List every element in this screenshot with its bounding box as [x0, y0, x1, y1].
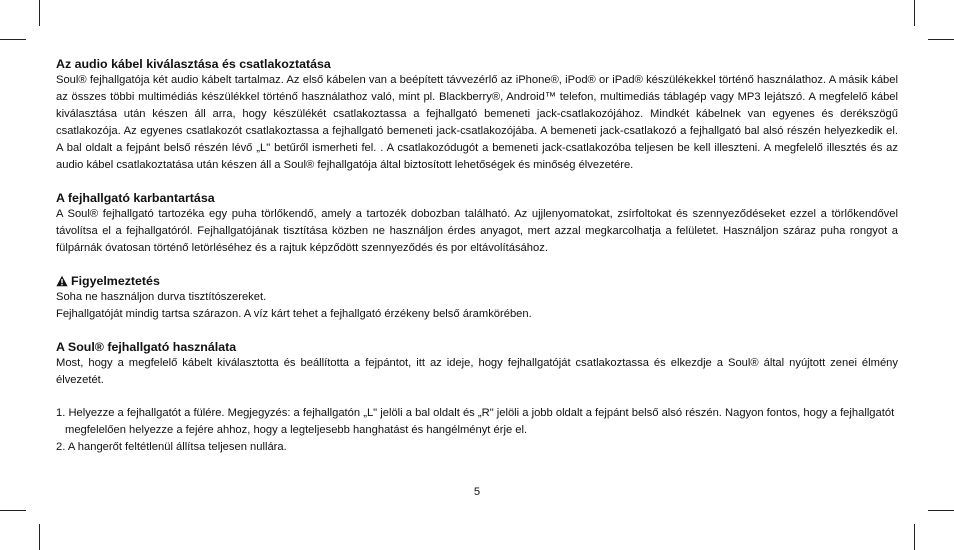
warning-line: Fejhallgatóját mindig tartsa szárazon. A víz kárt tehet a fejhallgató érzékeny belső áramkörében.	[56, 308, 532, 320]
crop-mark-top-left-vertical	[39, 0, 40, 26]
usage-steps-list	[56, 405, 898, 456]
section-body-audio-cable: Soul® fejhallgatója két audio kábelt tartalmaz. Az első kábelen van a beépített távvezérlő az iPhone®, iPod® or iPad® készülékekkel történő használathoz. A másik kábel az összes többi multimédiás készülékkel történő használathoz való, mint pl. Blackberry®, Android™ telefon, multimediás táblagép vagy MP3 lejátszó. A megfelelő kábel kiválasztása után készen áll arra, hogy készülékét csatlakoztassa a fejhallgató bemeneti jack-csatlakozójához. Mindkét kábelnek van egyenes és derékszögű csatlakozója. Az egyenes csatlakozót csatlakoztassa a fejhallgató bemeneti jack-csatlakozójába. A bemeneti jack-csatlakozó a fejhallgató bal alsó részén helyezkedik el. A bal oldalt a fejpánt belső részén lévő „L" betűről ismerheti fel. . A csatlakozódugót a bemeneti jack-csatlakozóba teljesen be kell illeszteni. A megfelelő illesztés és az audio kábel csatlakoztatása után készen áll a Soul® fejhallgatója által biztosított lehetőségek és minőség élvezetére.	[56, 74, 898, 171]
crop-mark-bottom-right-horizontal	[928, 510, 954, 511]
crop-mark-bottom-left-horizontal	[0, 510, 26, 511]
crop-mark-top-right-horizontal	[928, 39, 954, 40]
warning-line: Soha ne használjon durva tisztítószereket.	[56, 291, 267, 303]
crop-mark-bottom-left-vertical	[39, 524, 40, 550]
crop-mark-top-right-vertical	[914, 0, 915, 26]
section-audio-cable	[56, 56, 898, 174]
usage-step: 2. A hangerőt feltétlenül állítsa teljesen nullára.	[56, 441, 287, 453]
section-maintenance	[56, 190, 898, 257]
page-content	[56, 56, 898, 456]
crop-mark-top-left-horizontal	[0, 39, 26, 40]
warning-triangle-icon	[56, 275, 68, 287]
page-number: 5	[473, 486, 481, 498]
section-body-usage: Most, hogy a megfelelő kábelt kiválasztotta és beállította a fejpántot, itt az ideje, hogy fejhallgatóját csatlakoztassa és elkezdje a Soul® által nyújtott zenei élmény élvezetét.	[56, 357, 898, 386]
section-heading-maintenance: A fejhallgató karbantartása	[56, 191, 215, 205]
section-usage	[56, 339, 898, 456]
crop-mark-bottom-right-vertical	[914, 524, 915, 550]
section-heading-warning	[56, 273, 898, 289]
section-body-maintenance: A Soul® fejhallgató tartozéka egy puha törlőkendő, amely a tartozék dobozban található. Az ujjlenyomatokat, zsírfoltokat és szennyeződéseket ezzel a törlőkendővel távolítsa el a fejhallgatóról. Fejhallgatójának tisztítása közben ne használjon érdes anyagot, mert azzal megkarcolhatja a felületet. Használjon száraz puha rongyot a fülpárnák óvatosan történő letörléséhez és a rajtuk képződött szennyeződés és por eltávolításához.	[56, 208, 898, 254]
section-warning	[56, 273, 898, 323]
warning-title: Figyelmeztetés	[71, 274, 160, 288]
section-heading-audio-cable: Az audio kábel kiválasztása és csatlakoztatása	[56, 57, 331, 71]
section-heading-usage: A Soul® fejhallgató használata	[56, 340, 237, 354]
usage-step: 1. Helyezze a fejhallgatót a fülére. Megjegyzés: a fejhallgatón „L" jelöli a bal oldalt és „R" jelöli a jobb oldalt a fejpánt belső alsó részén. Nagyon fontos, hogy a fejhallgatót megfelelően helyezze a fejére ahhoz, hogy a legteljesebb hanghatást és hangélményt érje el.	[56, 407, 895, 436]
